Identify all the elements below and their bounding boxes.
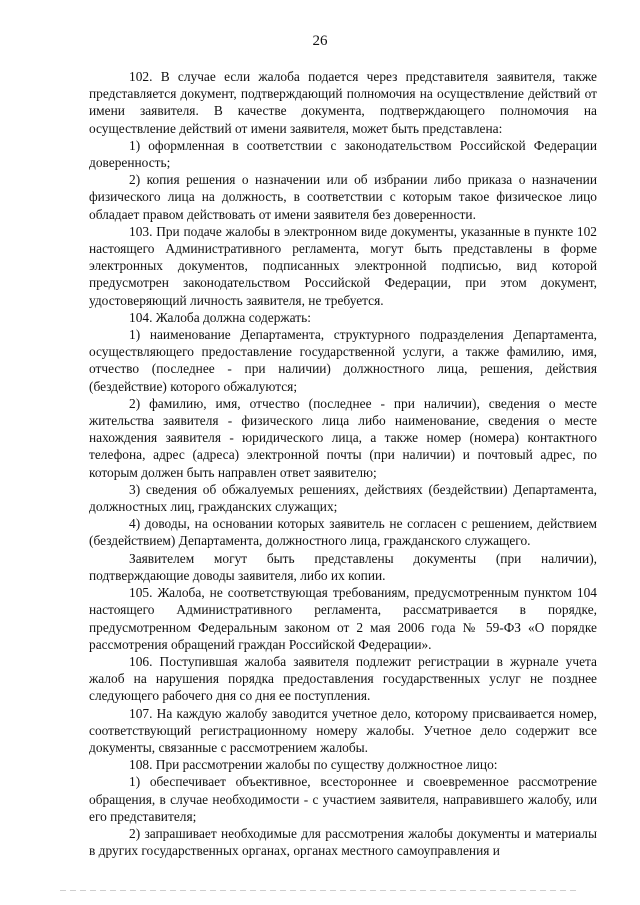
paragraph: 103. При подаче жалобы в электронном виде документы, указанные в пункте 102 настоящего Административного регламента, могут быть представлены в форме электронных документов, подписанных электронной подписью, вид которой предусмотрен законодательством Российской Федерации, при этом документ, удостоверяющий личность заявителя, не требуется. bbox=[89, 223, 597, 308]
paragraph: 104. Жалоба должна содержать: bbox=[129, 309, 311, 325]
paragraph: 106. Поступившая жалоба заявителя подлежит регистрации в журнале учета жалоб на нарушения порядка предоставления государственных услуг не позднее следующего рабочего дня со дня ее поступления. bbox=[89, 653, 597, 704]
paragraph: 102. В случае если жалоба подается через представителя заявителя, также представляется документ, подтверждающий полномочия на осуществление действий от имени заявителя. В качестве документа, подтверждающего полномочия на осуществление действий от имени заявителя, может быть представлена: bbox=[89, 69, 597, 136]
paragraph: 2) фамилию, имя, отчество (последнее - при наличии), сведения о месте жительства заявителя - физического лица либо наименование, сведения о месте нахождения заявителя - юридического лица, а также номер (номера) контактного телефона, адрес (адреса) электронной почты (при наличии) и почтовый адрес, по которым должен быть направлен ответ заявителю; bbox=[89, 395, 597, 480]
paragraph: Заявителем могут быть представлены документы (при наличии), подтверждающие доводы заявителя, либо их копии. bbox=[89, 550, 597, 583]
scan-artifact-line bbox=[60, 890, 580, 891]
page-number: 26 bbox=[312, 33, 328, 49]
paragraph: 2) запрашивает необходимые для рассмотрения жалобы документы и материалы в других государственных органах, органах местного самоуправления и bbox=[89, 825, 597, 859]
paragraph: 105. Жалоба, не соответствующая требованиям, предусмотренным пунктом 104 настоящего Административного регламента, рассматривается в порядке, предусмотренном Федеральным законом от 2 мая 2006 года № 59-ФЗ «О порядке рассмотрения обращений граждан Российской Федерации». bbox=[89, 585, 597, 652]
paragraph: 1) наименование Департамента, структурного подразделения Департамента, осуществляющего предоставление государственной услуги, а также фамилию, имя, отчество (последнее - при наличии) должностного лица, решения, действия (бездействие) которого обжалуются; bbox=[89, 327, 597, 394]
paragraph: 3) сведения об обжалуемых решениях, действиях (бездействии) Департамента, должностных лиц, гражданских служащих; bbox=[89, 481, 597, 515]
paragraph: 1) оформленная в соответствии с законодательством Российской Федерации доверенность; bbox=[89, 137, 597, 171]
document-body bbox=[89, 68, 597, 859]
paragraph: 2) копия решения о назначении или об избрании либо приказа о назначении физического лица на должность, в соответствии с которым такое физическое лицо обладает правом действовать от имени заявителя без доверенности. bbox=[89, 172, 597, 222]
paragraph: 108. При рассмотрении жалобы по существу должностное лицо: bbox=[129, 757, 498, 773]
paragraph: 4) доводы, на основании которых заявитель не согласен с решением, действием (бездействием) Департамента, должностного лица, гражданского служащего. bbox=[89, 516, 597, 549]
paragraph: 107. На каждую жалобу заводится учетное дело, которому присваивается номер, соответствующий регистрационному номеру жалобы. Учетное дело содержит все документы, связанные с рассмотрением жалобы. bbox=[89, 705, 597, 755]
paragraph: 1) обеспечивает объективное, всестороннее и своевременное рассмотрение обращения, в случае необходимости - с участием заявителя, направившего жалобу, или его представителя; bbox=[89, 774, 597, 824]
